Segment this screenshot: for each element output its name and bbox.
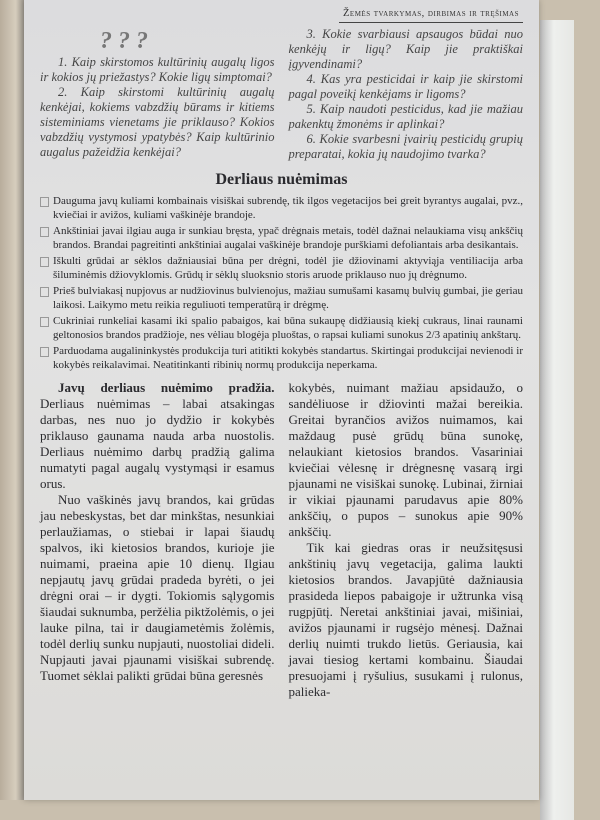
paragraph: Nuo vaškinės javų brandos, kai grūdas jau nebeskystas, bet dar minkštas, nesunkiai perlaužiamas, o stiebai ir lapai šiaudų spalvos, iki kietosios brandos, kurioje jie nuimami, praeina apie 10 dienų. Ilgiau nepjautų javų grūdai pradeda byrėti, o jei drėgni orai – ir dygti. Tokiomis sąlygomis šiaudai suknumba, peržėlia piktžolėmis, o jei lauke pilna, tai ir daugiametėmis žolėmis, todėl derlių sunku nupjauti, nuostoliai dideli. Nupjauti javai pjaunami visiškai subrendę. Tuomet sėklai palikti grūdai būna geresnės: [40, 492, 275, 683]
book-page: [24, 0, 539, 800]
run-in-heading: Javų derliaus nuėmimo pradžia.: [58, 380, 275, 395]
questions-right: [289, 27, 524, 162]
checkbox-bullet-icon: [40, 197, 49, 207]
section-title: Derliaus nuėmimas: [215, 171, 348, 188]
bullet-item: [52, 314, 523, 342]
checkbox-bullet-icon: [40, 347, 49, 357]
page-header: [40, 8, 523, 23]
review-questions: [40, 27, 523, 162]
body-column-left: [40, 380, 275, 700]
bullet-text: Prieš bulviakasį nupjovus ar nudžiovinus bulvienojus, mažiau sumušami kasamų bulvių gumbai, jie geriau laikosi. Laikymo metu reikia reguliuoti temperatūrą ir drėgmę.: [53, 285, 523, 311]
question-marks-icon: ???: [100, 28, 154, 54]
question: 3. Kokie svarbiausi apsaugos būdai nuo kenkėjų ir ligų? Kaip jie praktiškai įgyvendinami?: [288, 27, 523, 71]
body-columns: [40, 380, 523, 700]
bullet-text: Cukriniai runkeliai kasami iki spalio pabaigos, kai būna sukaupę didžiausią kiekį cukraus, linai raunami geltonosios brandos pradžioje, nes vėliau blogėja pluoštas, o rapsai kuliami sunokus 2/3 apatinių ankštarų.: [53, 315, 523, 341]
checkbox-bullet-icon: [40, 287, 49, 297]
bullet-text: Ankštiniai javai ilgiau auga ir sunkiau bręsta, ypač drėgnais metais, todėl dažnai nelaukiama visų ankščių brandos. Brandai pagreitinti ankštiniai augalai vaškinėje brandoje purškiami defoliantais arba desikantais.: [53, 225, 523, 251]
bullet-text: Parduodama augalininkystės produkcija turi atitikti kokybės standartus. Skirtingai produkcijai nevienodi ir kokybės reikalavimai. Neatitinkanti ribinių normų produkcija neperkama.: [53, 345, 523, 371]
paragraph: kokybės, nuimant mažiau apsidaužo, o sandėliuose ir džiovinti mažai bereikia. Greitai byrančios avižos nuimamos, kai maždaug pusė grūdų būna sunokę, nelaukiant kietosios brandos. Vasariniai kviečiai vėlesnę ir drėgnesnę vasarą irgi pjaunami ne visiškai sunokę. Lubinai, žirniai ir vikiai pjaunami parudavus apie 80% ankščių, o pupos – sunokus apie 90% ankščių.: [288, 380, 523, 539]
paragraph: Tik kai giedras oras ir neužsitęsusi ankštinių javų vegetacija, galima laukti kietosios brandos. Javapjūtė dažniausia prasideda liepos pabaigoje ir užtrunka visą rugpjūtį. Neretai ankštiniai javai, mišiniai, avižos pjaunami ir rugsėjo mėnesį. Dažnai derlių nuimti trukdo lietūs. Geriausia, kai javai tiesiog kertami kombainu. Šiaudai presuojami į ryšulius, susukami į rulonus, palieka-: [288, 540, 523, 699]
checkbox-bullet-icon: [40, 317, 49, 327]
checkbox-bullet-icon: [40, 227, 49, 237]
bullet-item: [52, 254, 523, 282]
bullet-item: [52, 284, 523, 312]
bullet-item: [52, 194, 523, 222]
running-head: Žemės tvarkymas, dirbimas ir tręšimas: [339, 8, 523, 23]
body-column-right: [289, 380, 524, 700]
paragraph-text: Derliaus nuėmimas – labai atsakingas darbas, nes nuo jo dydžio ir kokybės priklauso gaunama nauda arba nuostolis. Derliaus nuėmimo darbų pradžią galima numatyti pagal augalų vystymąsi ir esamus orus.: [40, 396, 275, 491]
bullet-text: Iškulti grūdai ar sėklos dažniausiai būna per drėgni, todėl jie džiovinami aktyviąja ventiliacija arba šiluminėmis džiovyklomis. Grūdų ir sėklų sluoksnio storis aruode priklauso nuo jų drėgnumo.: [53, 255, 523, 281]
question: 2. Kaip skirstomi kultūrinių augalų kenkėjai, kokiems vabzdžių būrams ir kitiems sisteminiams vienetams jie priklauso? Kokios vabzdžių vystymosi ypatybės? Kaip kultūrinio augalus pažeidžia kenkėjai?: [40, 85, 275, 159]
next-page-edge: [540, 20, 574, 820]
book-spine-edge: [0, 0, 26, 800]
paragraph: [40, 380, 275, 492]
bullet-item: [52, 224, 523, 252]
checkbox-bullet-icon: [40, 257, 49, 267]
questions-left: [40, 27, 275, 162]
question: 4. Kas yra pesticidai ir kaip jie skirstomi pagal poveikį kenkėjams ir ligoms?: [288, 72, 523, 101]
question: 5. Kaip naudoti pesticidus, kad jie mažiau pakenktų žmonėms ir aplinkai?: [288, 102, 523, 131]
bullet-item: [52, 344, 523, 372]
bullet-text: Dauguma javų kuliami kombainais visiškai subrendę, tik ilgos vegetacijos bei greit byrantys augalai, pvz., kviečiai ir avižos, kuliami vaškinėje brandoje.: [53, 195, 523, 221]
summary-bullets: [40, 194, 523, 372]
question: 1. Kaip skirstomos kultūrinių augalų ligos ir kokios jų priežastys? Kokie ligų simptomai?: [40, 55, 275, 84]
question: 6. Kokie svarbesni įvairių pesticidų grupių preparatai, kokia jų naudojimo tvarka?: [288, 132, 523, 161]
